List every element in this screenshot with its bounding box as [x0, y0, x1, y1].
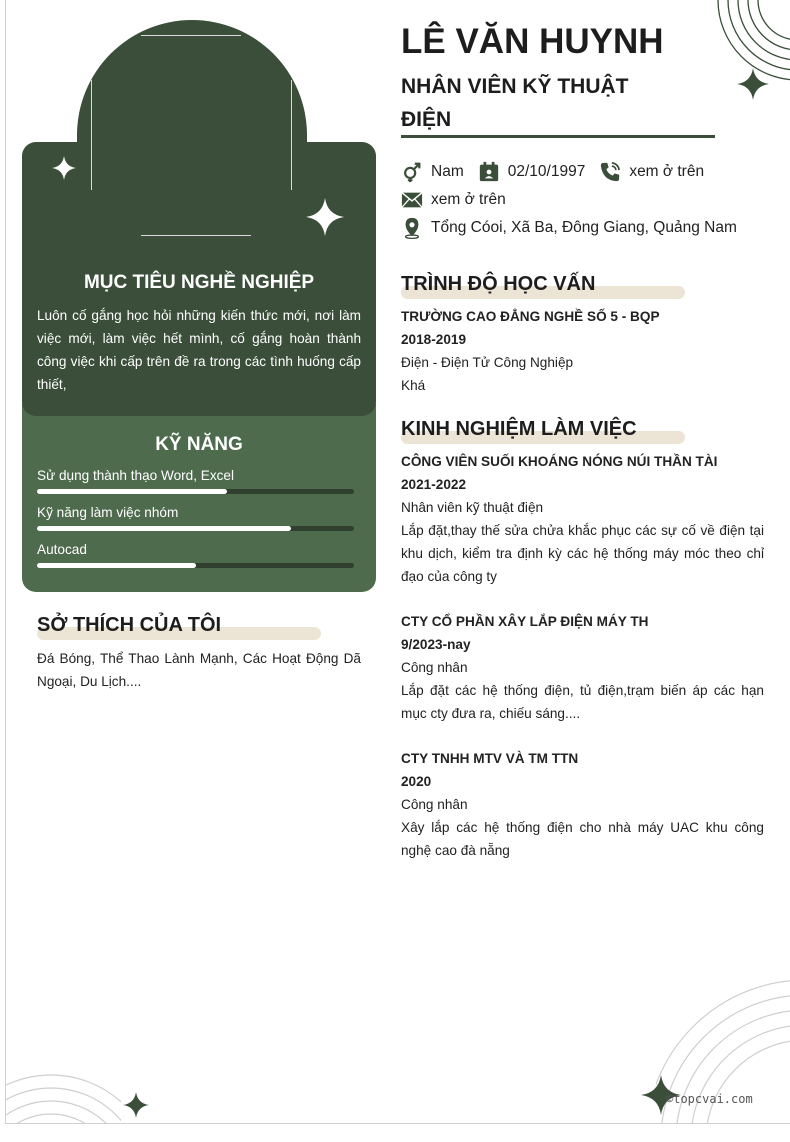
arcs-decoration-bottom-left [6, 1070, 121, 1124]
gender-info [401, 161, 464, 183]
skill-progress-fill [37, 526, 291, 531]
skill-progress-track [37, 563, 354, 568]
skill-progress-fill [37, 489, 227, 494]
phone-info [599, 161, 704, 183]
education-period: 2018-2019 [401, 332, 467, 347]
sparkle-icon [52, 156, 76, 180]
experience-entry [401, 610, 764, 725]
experience-entry [401, 747, 764, 862]
gender-value: Nam [431, 163, 464, 180]
birthdate-info [478, 161, 586, 183]
contact-row [401, 189, 520, 211]
school-name: TRƯỜNG CAO ĐẲNG NGHỀ SỐ 5 - BQP [401, 309, 660, 324]
company-name: CTY CỔ PHẦN XÂY LẮP ĐIỆN MÁY TH [401, 614, 649, 629]
cv-page [5, 0, 790, 1124]
watermark: ©topcvai.com [666, 1092, 753, 1106]
company-name: CÔNG VIÊN SUỐI KHOÁNG NÓNG NÚI THẦN TÀI [401, 454, 718, 469]
skill-progress-track [37, 489, 354, 494]
address-info [401, 217, 737, 239]
email-info [401, 189, 506, 211]
experience-heading [401, 418, 637, 441]
skill-item [37, 467, 354, 494]
skill-progress-track [37, 526, 354, 531]
location-icon [401, 217, 423, 239]
experience-period: 9/2023-nay [401, 637, 471, 652]
company-name: CTY TNHH MTV VÀ TM TTN [401, 751, 579, 766]
title-divider [401, 135, 715, 138]
phone-value: xem ở trên [629, 163, 705, 180]
experience-description: Lắp đặt,thay thế sửa chửa khắc phục các sự cố về điện tại khu dịch, kiểm tra định kỳ các hệ thống máy móc theo chỉ đạo của công ty [401, 523, 764, 584]
hobbies-heading [37, 614, 221, 637]
skills-title: KỸ NĂNG [155, 434, 243, 455]
experience-title: KINH NGHIỆM LÀM VIỆC [401, 418, 637, 440]
experience-period: 2021-2022 [401, 477, 467, 492]
experience-position: Công nhân [401, 660, 468, 675]
sparkle-icon [737, 68, 769, 100]
objective-title: MỤC TIÊU NGHỀ NGHIỆP [83, 272, 315, 293]
education-heading [401, 273, 595, 296]
skill-progress-fill [37, 563, 196, 568]
experience-description: Xây lắp các hệ thống điện cho nhà máy UAC khu công nghệ cao đà nẵng [401, 820, 764, 858]
skill-label: Kỹ năng làm việc nhóm [37, 505, 179, 520]
skill-label: Sử dụng thành thạo Word, Excel [37, 468, 235, 483]
sparkle-icon [306, 198, 344, 236]
education-major: Điện - Điện Tử Công Nghiệp [401, 355, 574, 370]
avatar-frame [91, 35, 293, 237]
experience-position: Nhân viên kỹ thuật điện [401, 500, 544, 515]
gender-icon [401, 161, 423, 183]
experience-period: 2020 [401, 774, 432, 789]
hobbies-title: SỞ THÍCH CỦA TÔI [37, 614, 222, 636]
education-title: TRÌNH ĐỘ HỌC VẤN [401, 273, 596, 295]
phone-icon [599, 161, 621, 183]
skill-item [37, 504, 354, 531]
calendar-icon [478, 161, 500, 183]
sparkle-icon [123, 1092, 149, 1118]
contact-row [401, 161, 718, 183]
experience-description: Lắp đặt các hệ thống điện, tủ điện,trạm biến áp các hạn mục cty đưa ra, chiếu sáng.... [401, 683, 764, 721]
education-grade: Khá [401, 378, 426, 393]
hobbies-text: Đá Bóng, Thể Thao Lành Mạnh, Các Hoạt Động Dã Ngoại, Du Lịch.... [37, 651, 361, 689]
contact-row [401, 217, 751, 239]
birthdate-value: 02/10/1997 [507, 163, 586, 180]
objective-text: Luôn cố gắng học hỏi những kiến thức mới, nơi làm việc mới, làm việc hết mình, cố gắng hoàn thành công việc khi cấp trên đề ra trong các tình huống cấp thiết, [37, 308, 361, 392]
experience-entry [401, 450, 764, 588]
skill-label: Autocad [37, 542, 87, 557]
email-value: xem ở trên [431, 191, 506, 208]
address-value: Tổng Cóoi, Xã Ba, Đông Giang, Quảng Nam [431, 219, 737, 236]
experience-position: Công nhân [401, 797, 468, 812]
candidate-name: LÊ VĂN HUYNH [401, 22, 664, 61]
education-entry [401, 305, 764, 397]
job-title: NHÂN VIÊN KỸ THUẬT ĐIỆN [401, 75, 629, 131]
email-icon [401, 189, 423, 211]
skill-item [37, 541, 354, 568]
